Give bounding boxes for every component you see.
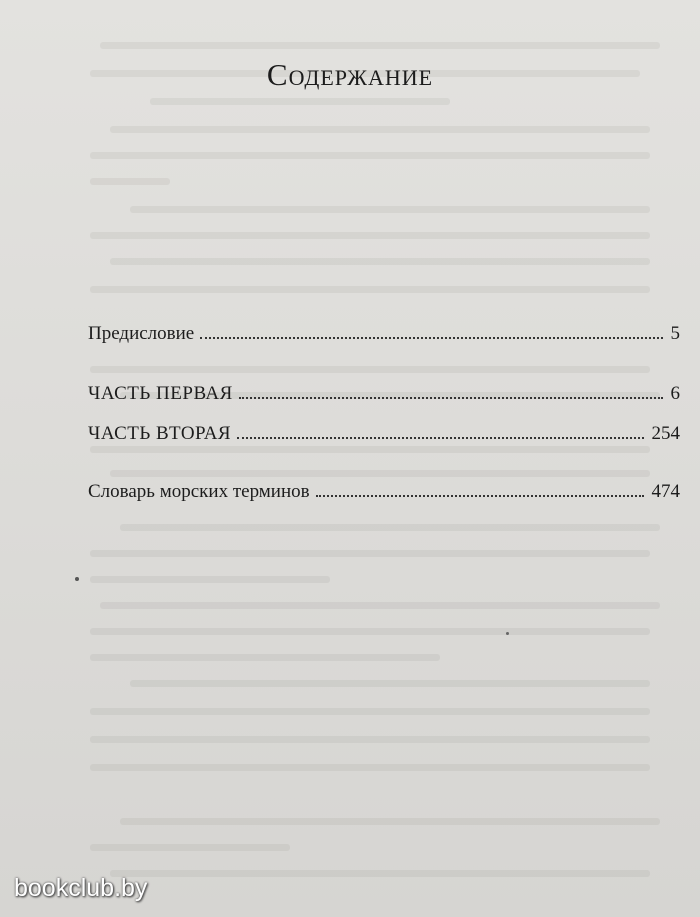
toc-entry-page: 6: [670, 383, 680, 404]
paper-speck: [75, 577, 79, 581]
watermark: bookclub.by: [14, 874, 148, 902]
bleed-through-text: [90, 0, 680, 917]
toc-entry-label: Словарь морских терминов: [88, 481, 310, 502]
toc-entry-label: Предисловие: [88, 323, 195, 344]
toc-entry-label: ЧАСТЬ ВТОРАЯ: [88, 423, 232, 444]
toc-entry-glossary: [88, 476, 680, 503]
toc-entry-label: ЧАСТЬ ПЕРВАЯ: [88, 383, 233, 404]
toc-entry-page: 5: [670, 323, 680, 344]
toc-entry-preface: [88, 318, 680, 345]
toc-entry-part-two: [88, 418, 680, 445]
page-title: Содержание: [266, 56, 434, 92]
toc-entry-page: 474: [651, 481, 680, 502]
dot-leader: [239, 378, 663, 399]
dot-leader: [200, 318, 662, 339]
dot-leader: [237, 418, 643, 439]
paper-speck: [506, 632, 509, 635]
dot-leader: [316, 476, 644, 497]
toc-entry-page: 254: [651, 423, 680, 444]
toc-entry-part-one: [88, 378, 680, 405]
